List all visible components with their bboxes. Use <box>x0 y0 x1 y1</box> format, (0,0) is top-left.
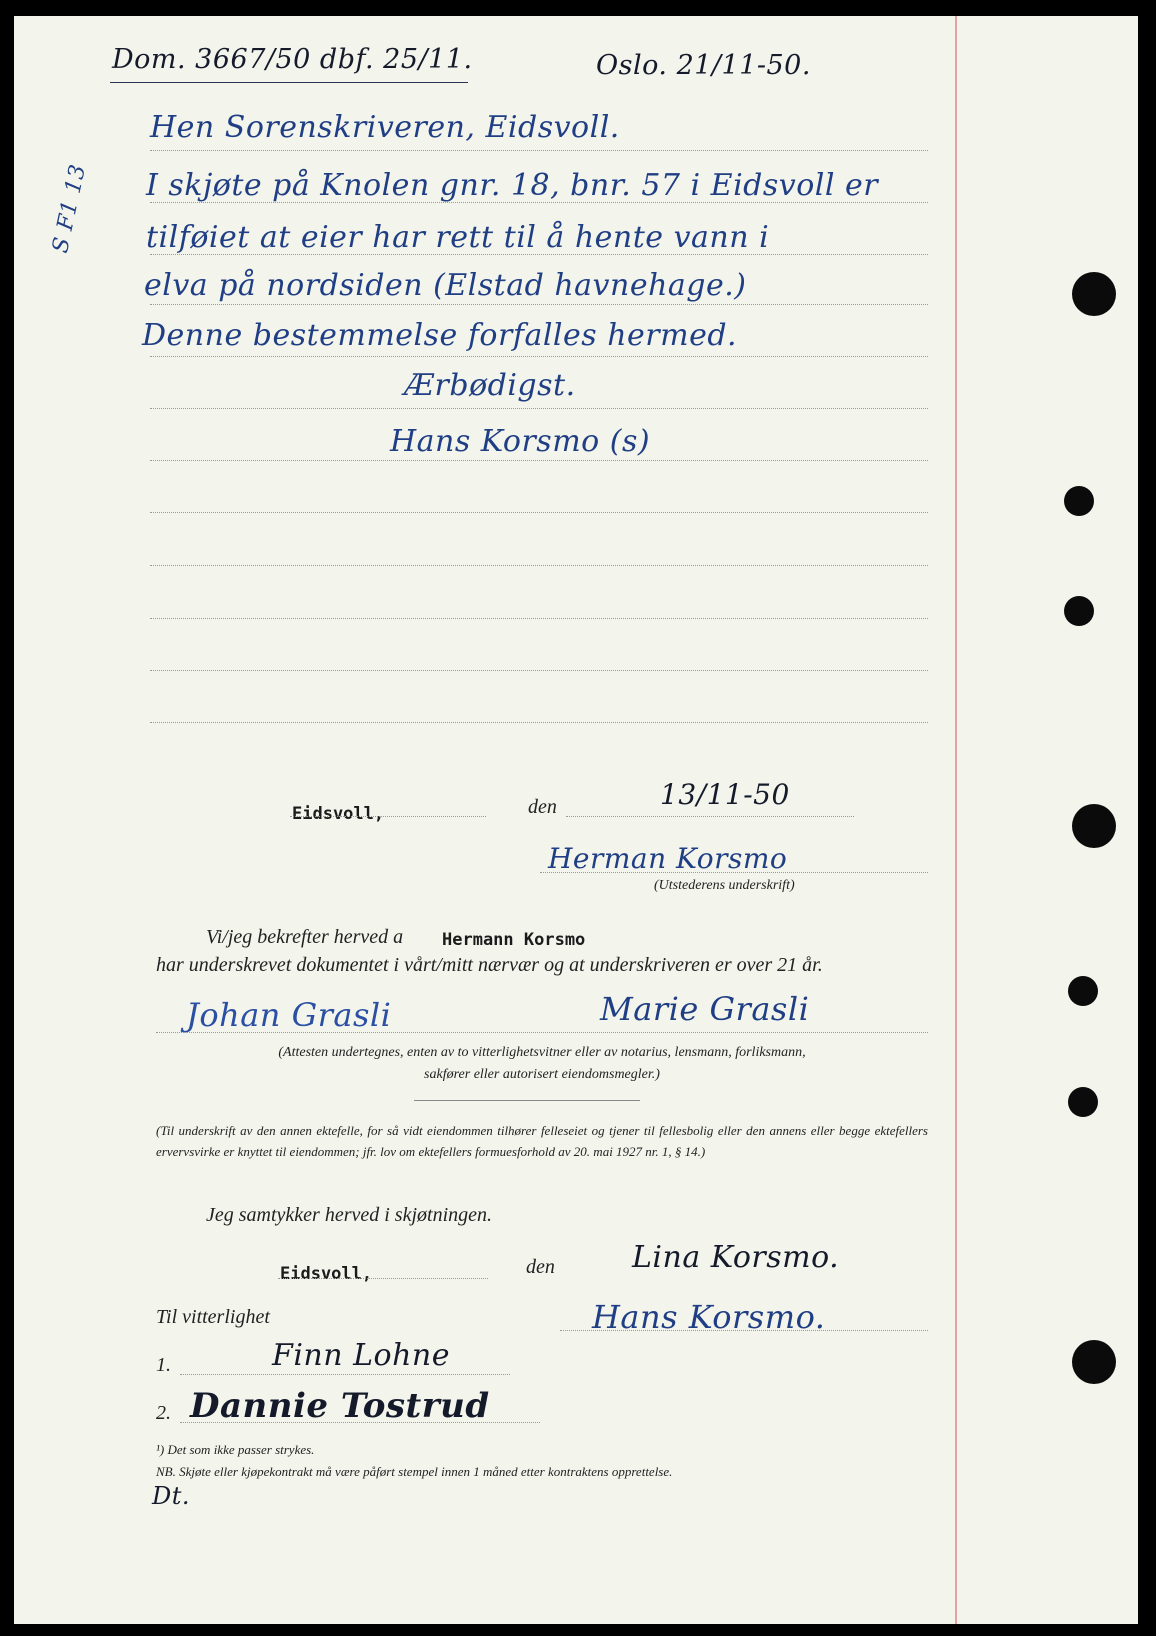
den-label-1: den <box>528 796 557 818</box>
issuer-signature-line <box>540 872 928 873</box>
footnote-2: NB. Skjøte eller kjøpekontrakt må være påført stempel innen 1 måned etter kontraktens opprettelse. <box>156 1464 673 1479</box>
spouse-note: (Til underskrift av den annen ektefelle, for så vidt eiendommen tilhører felleseiet og tjener til fellesbolig eller den annens eller begge ektefellers ervervsvirke er knyttet til eiendommen; jfr. lov om ektefellers formuesforhold av 20. mai 1927 nr. 1, § 14.) <box>156 1123 928 1159</box>
punch-hole <box>1068 1087 1098 1117</box>
ruled-line <box>150 722 928 723</box>
letter-line-1: Hen Sorenskriveren, Eidsvoll. <box>150 110 620 145</box>
punch-hole <box>1068 976 1098 1006</box>
ruled-line <box>150 512 928 513</box>
header-reference: Dom. 3667/50 dbf. 25/11. <box>112 44 473 75</box>
issuer-caption: (Utstederens underskrift) <box>654 878 795 893</box>
ruled-line <box>150 254 928 255</box>
certified-name: Hermann Korsmo <box>442 930 586 950</box>
ruled-line <box>150 304 928 305</box>
letter-line-7: Hans Korsmo (s) <box>390 424 651 459</box>
consent-signature-1: Lina Korsmo. <box>632 1240 840 1275</box>
attest-note: (Attesten undertegnes, enten av to vitterlighetsvitner eller av notarius, lensmann, forliksmann, sakfører eller autorisert eiendomsmegler.) <box>278 1045 806 1082</box>
place-typed-1: Eidsvoll, <box>292 804 385 824</box>
letter-line-2: I skjøte på Knolen gnr. 18, bnr. 57 i Eidsvoll er <box>146 168 879 203</box>
witness-signature-1: Johan Grasli <box>186 996 392 1034</box>
consent-text: Jeg samtykker herved i skjøtningen. <box>206 1204 493 1226</box>
margin-note: S F1 13 <box>48 162 92 256</box>
issuer-signature: Herman Korsmo <box>548 842 788 875</box>
witness-sig-2: Dannie Tostrud <box>190 1386 490 1426</box>
witness-signature-2: Marie Grasli <box>600 990 810 1028</box>
letter-line-3: tilføiet at eier har rett til å hente vann i <box>146 220 770 255</box>
letter-line-4: elva på nordsiden (Elstad havnehage.) <box>144 268 747 303</box>
witness-line-2 <box>180 1422 540 1423</box>
place-line-1 <box>290 816 486 817</box>
witness-line <box>156 1032 928 1033</box>
ruled-line <box>150 150 928 151</box>
witness-num-2: 2. <box>156 1402 171 1424</box>
punch-hole <box>1064 486 1094 516</box>
punch-hole <box>1072 1340 1116 1384</box>
document-page <box>14 16 1138 1624</box>
date-line <box>566 816 854 817</box>
consent-signature-line <box>560 1330 928 1331</box>
ruled-line <box>150 670 928 671</box>
den-label-2: den <box>526 1256 555 1278</box>
punch-hole <box>1064 596 1094 626</box>
ruled-line <box>150 618 928 619</box>
place-line-2 <box>278 1278 488 1279</box>
ruled-line <box>150 202 928 203</box>
witness-sig-1: Finn Lohne <box>272 1338 450 1373</box>
place-typed-2: Eidsvoll, <box>280 1264 373 1284</box>
header-underline <box>110 82 468 83</box>
consent-signature-2: Hans Korsmo. <box>592 1298 826 1336</box>
ruled-line <box>150 565 928 566</box>
separator-line <box>414 1100 640 1101</box>
letter-line-6: Ærbødigst. <box>404 368 576 403</box>
footnote-1: ¹) Det som ikke passer strykes. <box>156 1442 315 1457</box>
ruled-line <box>150 460 928 461</box>
witness-line-1 <box>180 1374 510 1375</box>
date-handwritten: 13/11-50 <box>660 778 790 811</box>
punch-hole <box>1072 804 1116 848</box>
ruled-line <box>150 356 928 357</box>
certify-line-2: har underskrevet dokumentet i vårt/mitt nærvær og at underskriveren er over 21 år. <box>156 954 823 976</box>
ruled-line <box>150 408 928 409</box>
punch-hole <box>1072 272 1116 316</box>
witness-num-1: 1. <box>156 1354 171 1376</box>
letter-line-5: Denne bestemmelse forfalles hermed. <box>142 318 738 353</box>
margin-line <box>955 16 957 1624</box>
certify-prefix: Vi/jeg bekrefter herved a <box>206 926 404 948</box>
initials: Dt. <box>152 1482 191 1510</box>
witness-heading: Til vitterlighet <box>156 1306 270 1328</box>
header-place-date: Oslo. 21/11-50. <box>596 50 811 81</box>
